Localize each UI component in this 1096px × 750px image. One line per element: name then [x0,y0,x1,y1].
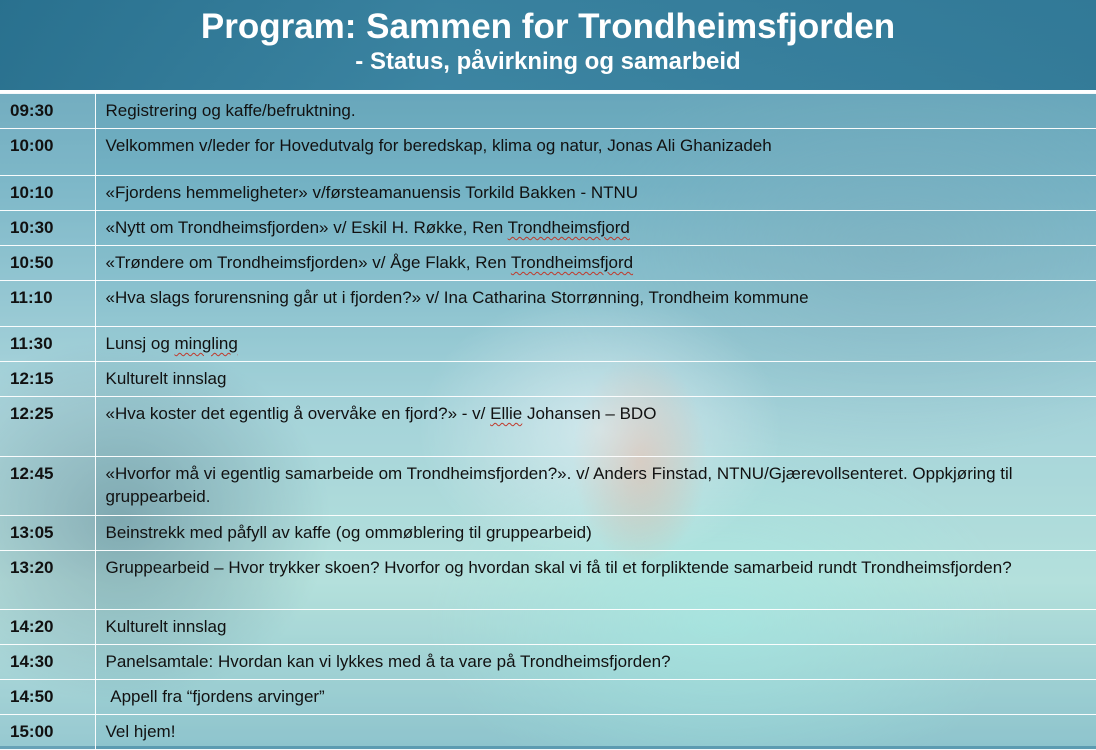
description-cell[interactable] [95,281,1096,327]
time-label: 09:30 [10,101,54,120]
description-text: Kulturelt innslag [105,617,227,636]
description-text: Velkommen v/leder for Hovedutvalg for beredskap, klima og natur, Jonas Ali Ghanizadeh [105,136,772,155]
program-table [0,93,1096,750]
description-text: Kulturelt innslag [105,369,227,388]
description-text-part: Johansen – BDO [522,404,657,423]
time-label: 11:30 [10,334,53,353]
time-cell[interactable] [0,211,95,246]
time-label: 10:00 [10,136,54,155]
description-cell[interactable] [95,94,1096,129]
description-cell[interactable] [95,176,1096,211]
description-text: «Hvorfor må vi egentlig samarbeide om Trondheimsfjorden?». v/ Anders Finstad, NTNU/Gjærevollsenteret. Oppkjøring til gruppearbeid. [105,464,1018,506]
description-text-part: «Hva koster det egentlig å overvåke en fjord?» - v/ [105,404,491,423]
time-cell[interactable] [0,94,95,129]
description-cell[interactable] [95,129,1096,176]
spellcheck-flagged-word[interactable]: mingling [174,334,238,353]
spellcheck-flagged-word[interactable]: Trondheimsfjord [510,253,634,272]
time-label: 12:15 [10,369,54,388]
description-text: Registrering og kaffe/befruktning. [105,101,356,120]
time-cell[interactable] [0,327,95,362]
table-row [0,246,1096,281]
description-text-part: «Trøndere om Trondheimsfjorden» v/ Åge Flakk, Ren [105,253,511,272]
description-text [106,211,1087,239]
table-row [0,680,1096,715]
description-text: Beinstrekk med påfyll av kaffe (og ommøblering til gruppearbeid) [105,523,592,542]
table-row [0,176,1096,211]
spellcheck-flagged-word[interactable]: Ellie [490,404,523,423]
table-row [0,129,1096,176]
table-row [0,211,1096,246]
description-text-part: Lunsj og [105,334,175,353]
description-cell[interactable] [95,715,1096,750]
time-label: 12:45 [10,464,54,483]
time-label: 10:10 [10,183,54,202]
description-cell[interactable] [95,610,1096,645]
time-cell[interactable] [0,362,95,397]
description-cell[interactable] [95,516,1096,551]
description-cell[interactable] [95,551,1096,610]
time-label: 14:50 [10,687,54,706]
time-label: 13:05 [10,523,54,542]
description-text: «Hva slags forurensning går ut i fjorden?» v/ Ina Catharina Storrønning, Trondheim kommune [105,288,809,307]
time-cell[interactable] [0,246,95,281]
time-label: 11:10 [10,288,53,307]
time-cell[interactable] [0,176,95,211]
description-text [106,397,1087,425]
table-row [0,327,1096,362]
time-label: 14:30 [10,652,54,671]
description-cell[interactable] [95,246,1096,281]
description-text: Panelsamtale: Hvordan kan vi lykkes med å ta vare på Trondheimsfjorden? [105,652,671,671]
time-label: 15:00 [10,722,54,741]
time-label: 13:20 [10,558,54,577]
time-cell[interactable] [0,281,95,327]
time-cell[interactable] [0,610,95,645]
page-title: Program: Sammen for Trondheimsfjorden [200,7,896,46]
description-text [106,246,1087,274]
description-cell[interactable] [95,680,1096,715]
description-cell[interactable] [95,211,1096,246]
description-cell[interactable] [95,397,1096,457]
time-cell[interactable] [0,715,95,750]
spellcheck-flagged-word[interactable]: Trondheimsfjord [507,218,630,237]
table-row [0,645,1096,680]
time-cell[interactable] [0,645,95,680]
time-label: 12:25 [10,404,54,423]
description-text: Appell fra “fjordens arvinger” [105,687,325,706]
description-cell[interactable] [95,457,1096,516]
time-label: 10:50 [10,253,54,272]
time-label: 10:30 [10,218,54,237]
table-row [0,94,1096,129]
description-text: «Fjordens hemmeligheter» v/førsteamanuensis Torkild Bakken - NTNU [105,183,639,202]
description-cell[interactable] [95,645,1096,680]
table-row [0,397,1096,457]
time-cell[interactable] [0,129,95,176]
time-cell[interactable] [0,551,95,610]
table-row [0,281,1096,327]
table-row [0,516,1096,551]
table-row [0,362,1096,397]
description-text: Gruppearbeid – Hvor trykker skoen? Hvorfor og hvordan skal vi få til et forpliktende samarbeid rundt Trondheimsfjorden? [105,558,1012,577]
description-text-part: «Nytt om Trondheimsfjorden» v/ Eskil H. Røkke, Ren [105,218,508,237]
description-text: Vel hjem! [105,722,176,741]
time-cell[interactable] [0,457,95,516]
program-header [0,0,1096,93]
page-subtitle: - Status, påvirkning og samarbeid [355,48,741,75]
table-row [0,610,1096,645]
time-cell[interactable] [0,397,95,457]
description-cell[interactable] [95,327,1096,362]
description-text [106,327,1087,355]
table-row [0,457,1096,516]
time-cell[interactable] [0,680,95,715]
description-cell[interactable] [95,362,1096,397]
time-label: 14:20 [10,617,54,636]
table-row [0,551,1096,610]
time-cell[interactable] [0,516,95,551]
table-row [0,715,1096,750]
